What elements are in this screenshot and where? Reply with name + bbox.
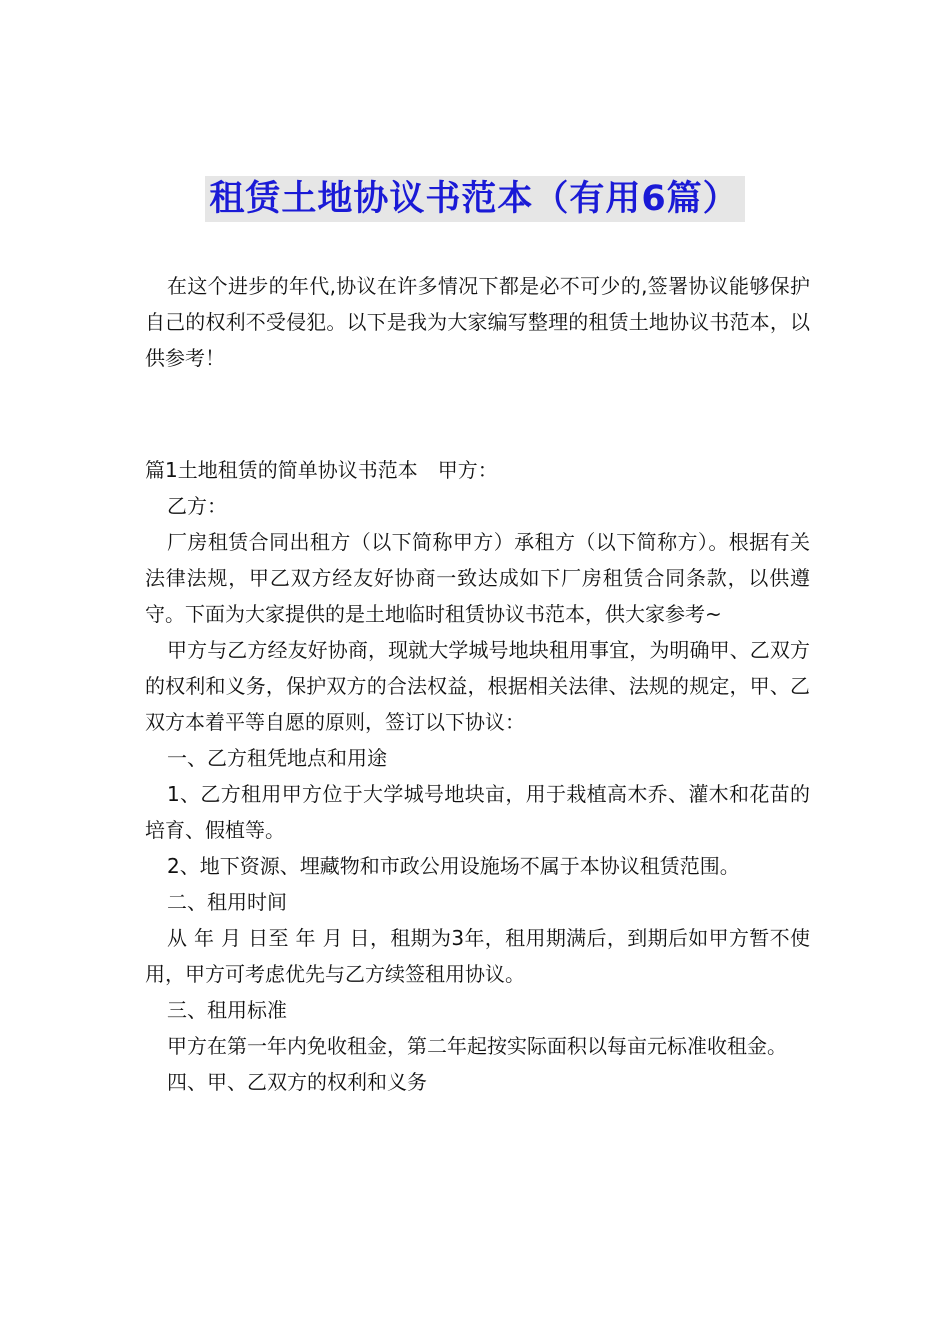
clause-1-item-1: 1、乙方租用甲方位于大学城号地块亩，用于栽植高木乔、灌木和花苗的培育、假植等。: [145, 782, 810, 842]
section-heading-1: 篇1土地租赁的简单协议书范本 甲方：: [145, 458, 498, 482]
main-content: [145, 452, 810, 1100]
clause-heading-4: 四、甲、乙双方的权利和义务: [167, 1070, 427, 1094]
clause-2-text: 从 年 月 日至 年 月 日，租期为3年，租用期满后，到期后如甲方暂不使用，甲方可考虑优先与乙方续签租用协议。: [145, 926, 810, 986]
clause-heading-2: 二、租用时间: [167, 890, 287, 914]
paragraph-agreement: 甲方与乙方经友好协商，现就大学城号地块租用事宜，为明确甲、乙双方的权利和义务，保护双方的合法权益，根据相关法律、法规的规定，甲、乙双方本着平等自愿的原则，签订以下协议：: [145, 638, 810, 734]
paragraph-preface: 厂房租赁合同出租方（以下简称甲方）承租方（以下简称方）。根据有关法律法规，甲乙双方经友好协商一致达成如下厂房租赁合同条款，以供遵守。下面为大家提供的是土地临时租赁协议书范本，供大家参考~: [145, 530, 810, 626]
clause-heading-3: 三、租用标准: [167, 998, 287, 1022]
party-b-line: 乙方：: [167, 494, 227, 518]
clause-3-text: 甲方在第一年内免收租金，第二年起按实际面积以每亩元标准收租金。: [167, 1034, 787, 1058]
intro-paragraph: 在这个进步的年代,协议在许多情况下都是必不可少的,签署协议能够保护自己的权利不受侵犯。以下是我为大家编写整理的租赁土地协议书范本，以供参考！: [145, 274, 810, 370]
title-container: [0, 176, 950, 222]
clause-1-item-2: 2、地下资源、埋藏物和市政公用设施场不属于本协议租赁范围。: [167, 854, 740, 878]
clause-heading-1: 一、乙方租凭地点和用途: [167, 746, 387, 770]
document-title: 租赁土地协议书范本（有用6篇）: [205, 176, 744, 222]
intro-section: [145, 268, 810, 376]
